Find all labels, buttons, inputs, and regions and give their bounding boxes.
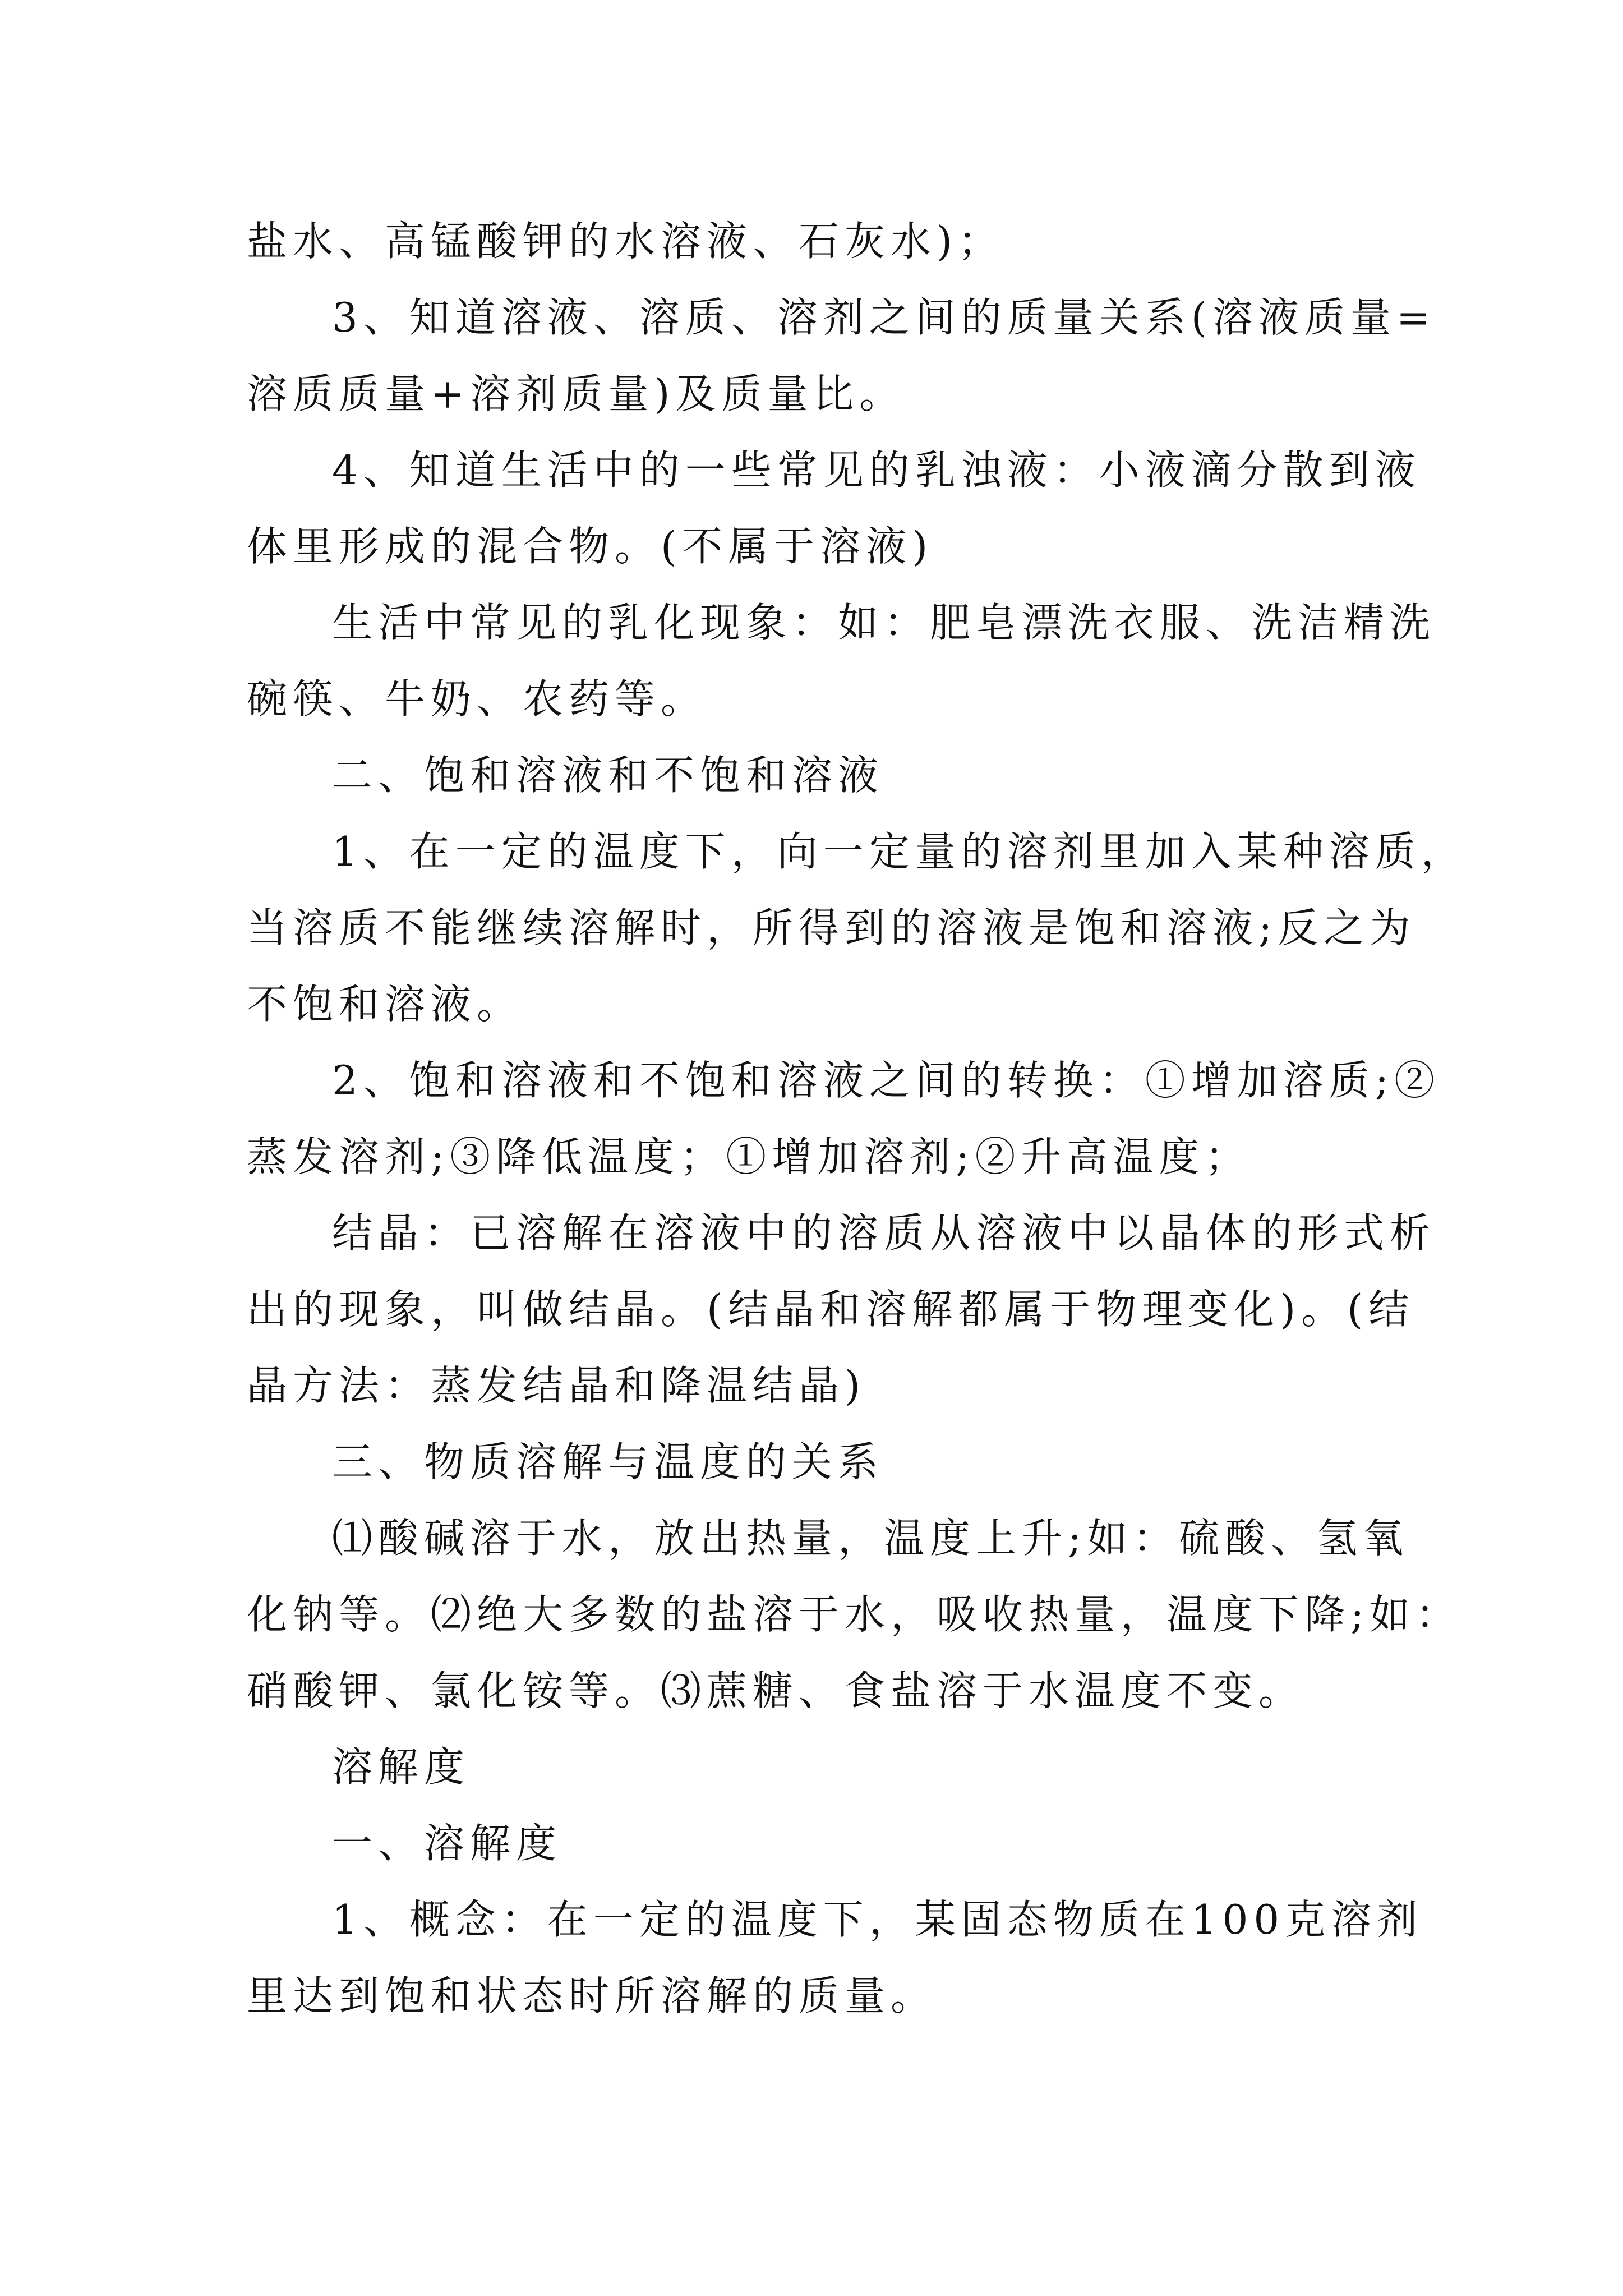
text-line: 溶质质量+溶剂质量)及质量比。 (247, 370, 906, 417)
paragraph-brine-continuation (247, 203, 1374, 279)
text-line: 不饱和溶液。 (247, 981, 523, 1028)
text-line: 4、知道生活中的一些常见的乳浊液：小液滴分散到液 (332, 447, 1421, 494)
text-line: 出的现象，叫做结晶。(结晶和溶解都属于物理变化)。(结 (247, 1286, 1415, 1333)
heading-line: 溶解度 (332, 1743, 471, 1791)
section-heading-temperature (247, 1424, 1374, 1500)
text-line: 晶方法：蒸发结晶和降温结晶) (247, 1362, 866, 1409)
text-line: 2、饱和溶液和不饱和溶液之间的转换：①增加溶质;② (332, 1057, 1441, 1104)
paragraph-emulsion (247, 432, 1421, 585)
paragraph-saturated-definition (247, 813, 1467, 1042)
paragraph-mass-relation (247, 279, 1436, 432)
heading-line: 一、溶解度 (332, 1820, 562, 1867)
text-line: 硝酸钾、氯化铵等。⑶蔗糖、食盐溶于水温度不变。 (247, 1667, 1305, 1714)
paragraph-crystallization (247, 1195, 1436, 1424)
text-line: 体里形成的混合物。(不属于溶液) (247, 523, 934, 570)
text-line: 3、知道溶液、溶质、溶剂之间的质量关系(溶液质量= (332, 294, 1436, 341)
section-heading-saturated-solution (247, 737, 1374, 813)
paragraph-conversion (247, 1042, 1441, 1195)
heading-line: 三、物质溶解与温度的关系 (332, 1438, 884, 1485)
heading-solubility (247, 1729, 1374, 1805)
text-line: 碗筷、牛奶、农药等。 (247, 675, 707, 723)
text-line: 1、在一定的温度下，向一定量的溶剂里加入某种溶质， (332, 828, 1467, 875)
text-line: ⑴酸碱溶于水，放出热量，温度上升;如：硫酸、氢氧 (332, 1515, 1409, 1562)
text-line: 化钠等。⑵绝大多数的盐溶于水，吸收热量，温度下降;如： (247, 1591, 1462, 1638)
text-line: 1、概念：在一定的温度下，某固态物质在100克溶剂 (332, 1896, 1423, 1943)
text-line: 当溶质不能继续溶解时，所得到的溶液是饱和溶液;反之为 (247, 904, 1416, 951)
paragraph-dissolution-heat (247, 1500, 1462, 1729)
text-line: 蒸发溶剂;③降低温度；①增加溶剂;②升高温度； (247, 1133, 1251, 1180)
paragraph-emulsification-examples (247, 585, 1436, 737)
paragraph-solubility-concept (247, 1881, 1423, 2034)
text-line: 里达到饱和状态时所溶解的质量。 (247, 1972, 937, 2019)
section-heading-solubility (247, 1805, 1374, 1881)
text-line: 生活中常见的乳化现象：如：肥皂漂洗衣服、洗洁精洗 (332, 599, 1436, 646)
text-line: 结晶：已溶解在溶液中的溶质从溶液中以晶体的形式析 (332, 1209, 1436, 1257)
text-line: 盐水、高锰酸钾的水溶液、石灰水)； (247, 218, 1004, 265)
heading-line: 二、饱和溶液和不饱和溶液 (332, 752, 884, 799)
